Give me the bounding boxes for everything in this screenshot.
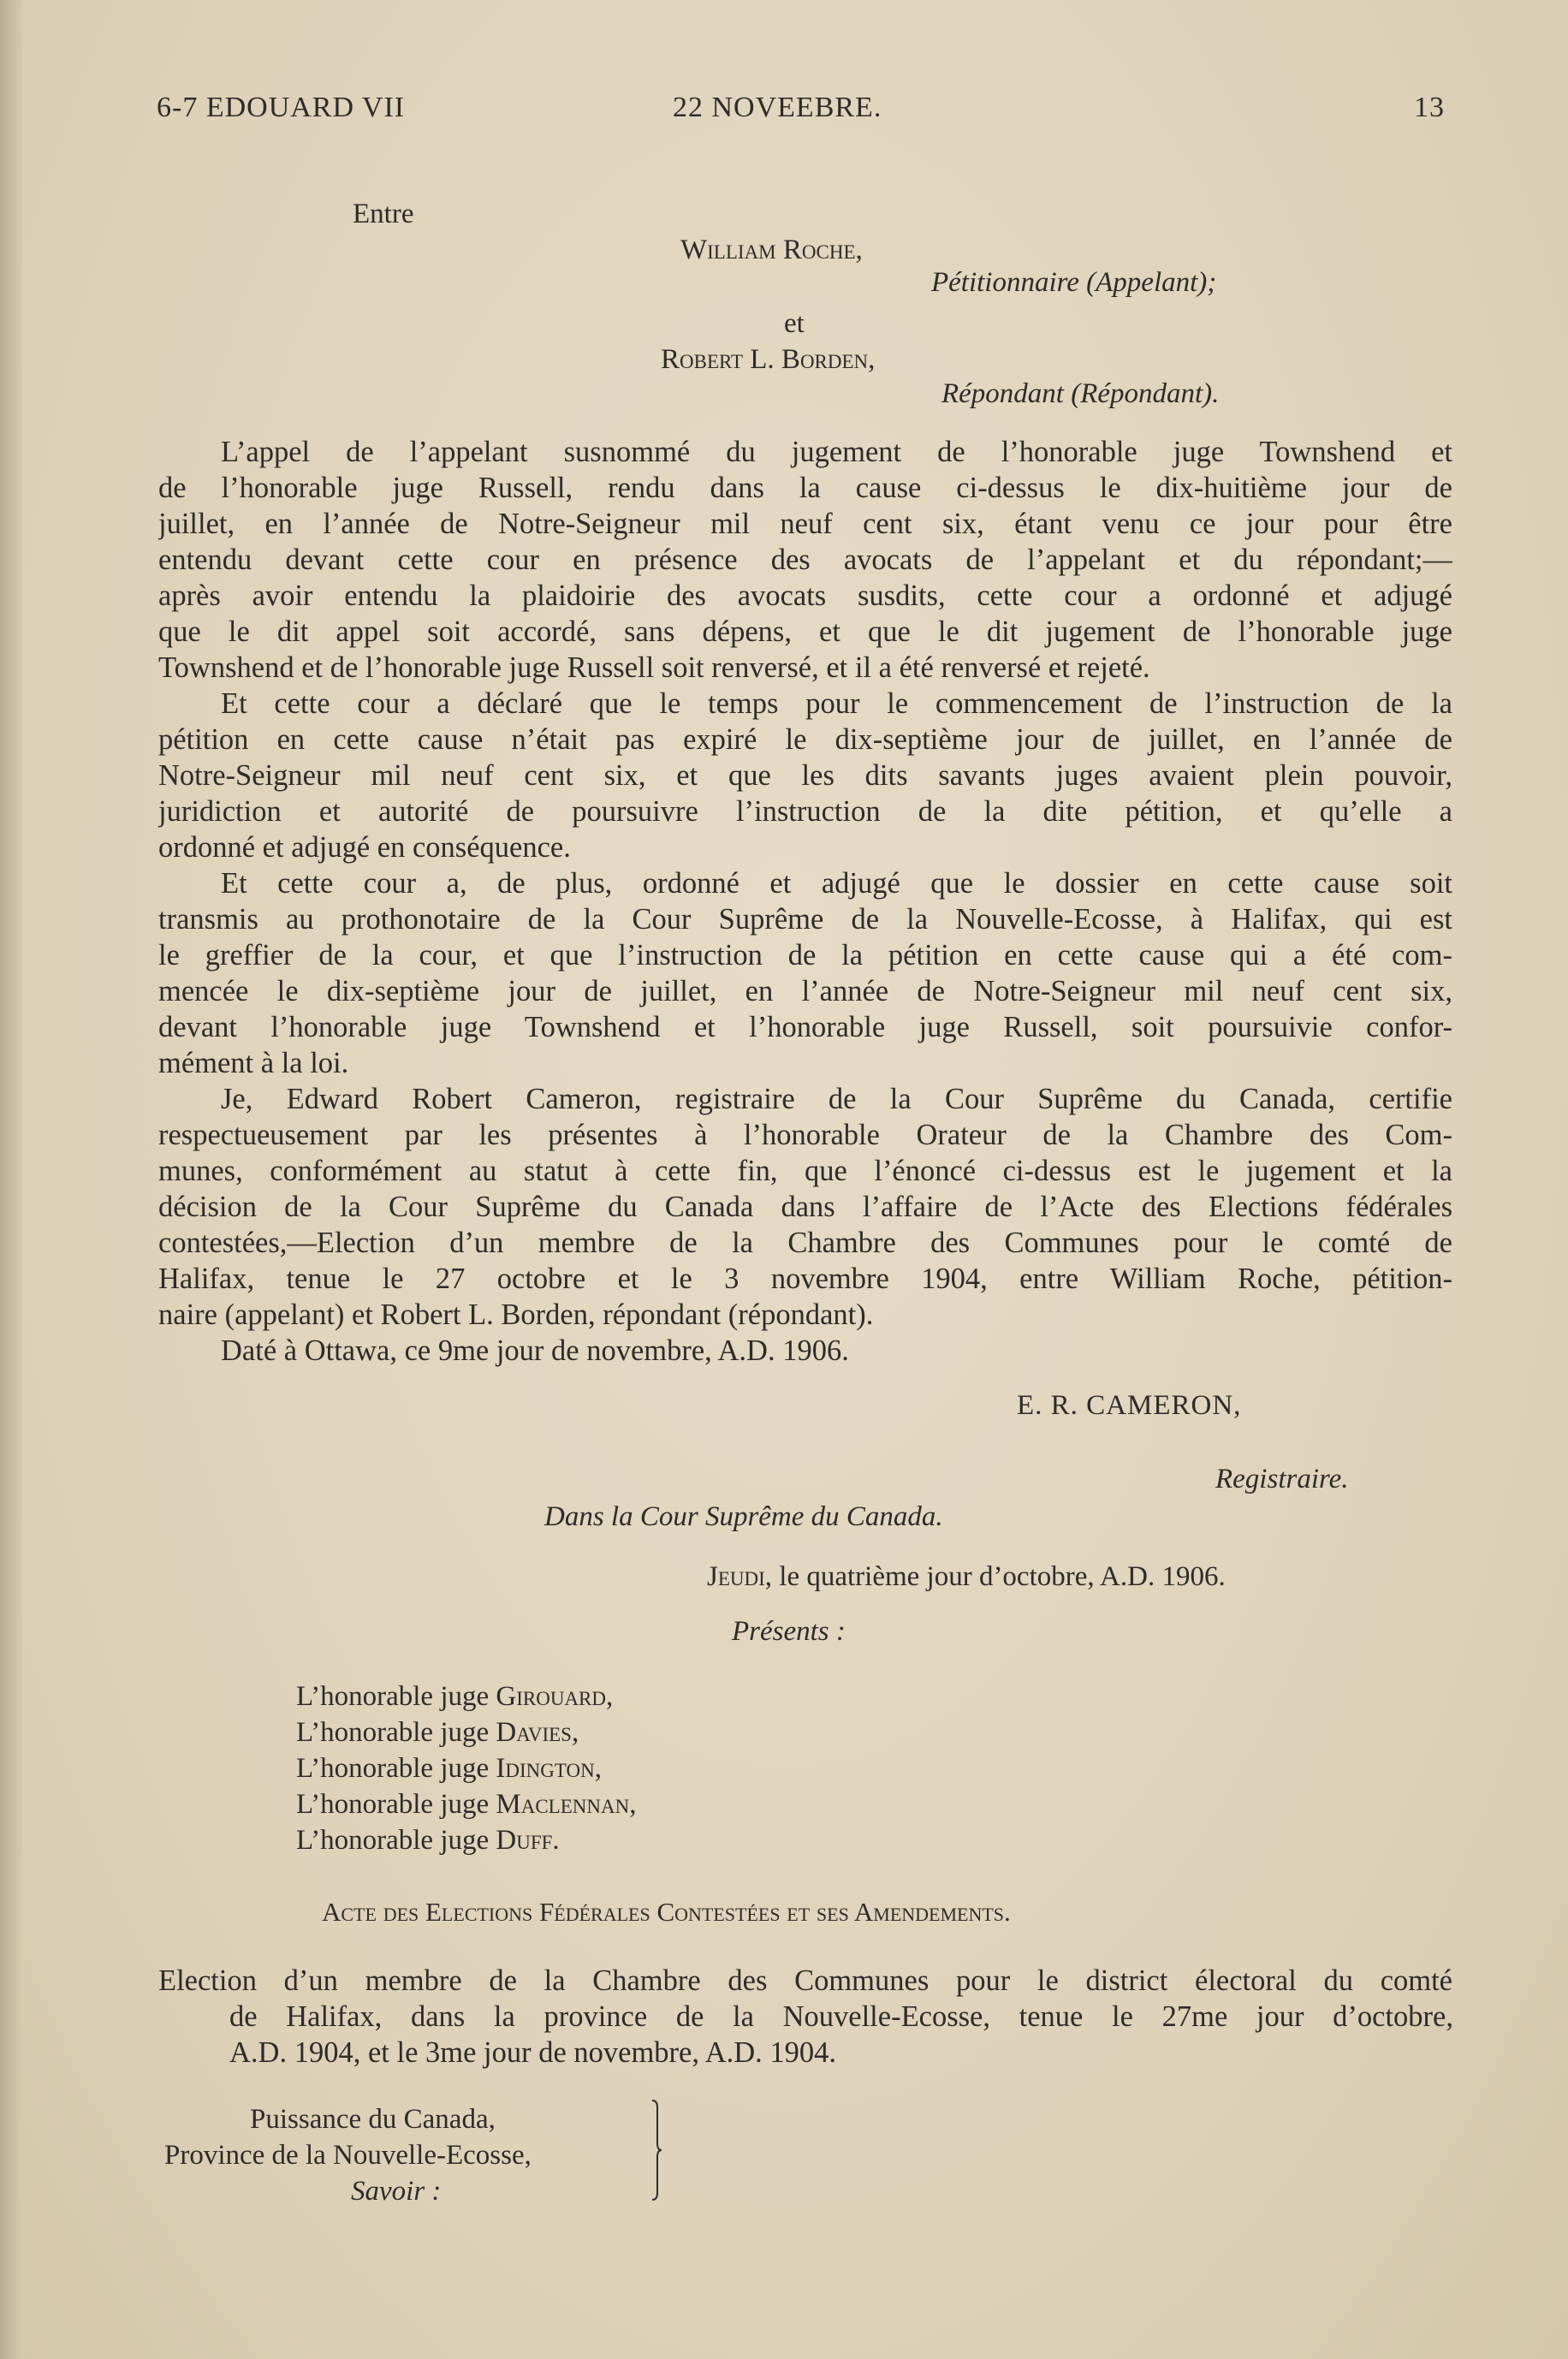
judge-line xyxy=(296,1823,560,1857)
jurisdiction-line-3: Savoir : xyxy=(351,2176,442,2207)
body-line: décision de la Cour Suprême du Canada dans l’affaire de l’Acte des Elections fédérales xyxy=(158,1191,1452,1223)
body-line: L’appel de l’appelant susnommé du jugement de l’honorable juge Townshend et xyxy=(221,436,1452,468)
judge-line xyxy=(296,1751,602,1786)
judge-prefix: L’honorable juge xyxy=(296,1717,496,1748)
presents-label: Présents : xyxy=(732,1616,846,1647)
body-line: respectueusement par les présentes à l’honorable Orateur de la Chambre des Com- xyxy=(158,1119,1452,1151)
body-line: Townshend et de l’honorable juge Russell soit renversé, et il a été renversé et rejeté. xyxy=(158,651,1150,684)
body-line: de l’honorable juge Russell, rendu dans la cause ci-dessus le dix-huitième jour de xyxy=(158,472,1452,504)
body-line: Je, Edward Robert Cameron, registraire de la Cour Suprême du Canada, certifie xyxy=(221,1083,1452,1115)
petitioner-role: Pétitionnaire (Appelant); xyxy=(931,267,1217,298)
judge-line xyxy=(296,1679,613,1714)
judge-name: Girouard, xyxy=(496,1681,614,1712)
body-line: que le dit appel soit accordé, sans dépens, et que le dit jugement de l’honorable juge xyxy=(158,615,1452,648)
body-line: mencée le dix-septième jour de juillet, en l’année de Notre-Seigneur mil neuf cent six, xyxy=(158,975,1452,1007)
entre-label: Entre xyxy=(353,199,414,229)
header-left: 6-7 EDOUARD VII xyxy=(157,92,406,123)
body-line: Halifax, tenue le 27 octobre et le 3 novembre 1904, entre William Roche, pétition- xyxy=(158,1263,1452,1295)
body-line: juridiction et autorité de poursuivre l’instruction de la dite pétition, et qu’elle a xyxy=(158,795,1452,828)
body-line: juillet, en l’année de Notre-Seigneur mil neuf cent six, étant venu ce jour pour être xyxy=(158,508,1452,540)
judge-name: Davies, xyxy=(496,1717,579,1748)
court-heading: Dans la Cour Suprême du Canada. xyxy=(544,1501,943,1532)
body-line: Daté à Ottawa, ce 9me jour de novembre, A.D. 1906. xyxy=(221,1334,849,1367)
body-line: transmis au prothonotaire de la Cour Suprême de la Nouvelle-Ecosse, à Halifax, qui est xyxy=(158,903,1452,936)
election-line: de Halifax, dans la province de la Nouvelle-Ecosse, tenue le 27me jour d’octobre, xyxy=(229,2000,1453,2033)
act-title: Acte des Elections Fédérales Contestées et ses Amendements. xyxy=(322,1897,1011,1927)
et-label: et xyxy=(784,308,805,339)
body-line: pétition en cette cause n’était pas expiré le dix-septième jour de juillet, en l’année de xyxy=(158,723,1452,756)
body-line: devant l’honorable juge Townshend et l’honorable juge Russell, soit poursuivie confor- xyxy=(158,1011,1452,1043)
election-line: A.D. 1904, et le 3me jour de novembre, A.D. 1904. xyxy=(229,2036,837,2069)
body-line: ordonné et adjugé en conséquence. xyxy=(158,831,571,864)
body-line: le greffier de la cour, et que l’instruction de la pétition en cette cause qui a été com- xyxy=(158,939,1452,972)
signature-name: E. R. CAMERON, xyxy=(1017,1390,1242,1421)
judge-line xyxy=(296,1787,636,1821)
jurisdiction-line-1: Puissance du Canada, xyxy=(250,2104,496,2135)
court-date-day: Jeudi xyxy=(707,1561,765,1592)
judge-line xyxy=(296,1715,579,1750)
judge-name: Duff. xyxy=(496,1825,560,1856)
signature-title: Registraire. xyxy=(1215,1464,1349,1494)
election-line: Election d’un membre de la Chambre des Communes pour le district électoral du comté xyxy=(158,1964,1452,1997)
judge-name: Maclennan, xyxy=(496,1789,637,1820)
body-line: entendu devant cette cour en présence des avocats de l’appelant et du répondant;— xyxy=(158,544,1452,576)
page-number: 13 xyxy=(1414,92,1445,123)
body-line: Et cette cour a, de plus, ordonné et adjugé que le dossier en cette cause soit xyxy=(221,867,1452,900)
body-line: Notre-Seigneur mil neuf cent six, et que les dits savants juges avaient plein pouvoir, xyxy=(158,759,1452,792)
respondent-name: Robert L. Borden, xyxy=(661,344,876,375)
body-line: mément à la loi. xyxy=(158,1047,349,1079)
petitioner-name: William Roche, xyxy=(680,235,863,265)
respondent-role: Répondant (Répondant). xyxy=(941,378,1220,409)
judge-prefix: L’honorable juge xyxy=(296,1753,496,1784)
body-line: après avoir entendu la plaidoirie des avocats susdits, cette cour a ordonné et adjugé xyxy=(158,579,1452,612)
court-date xyxy=(707,1560,1226,1594)
body-line: contestées,—Election d’un membre de la Chambre des Communes pour le comté de xyxy=(158,1227,1452,1259)
body-line: naire (appelant) et Robert L. Borden, répondant (répondant). xyxy=(158,1298,874,1331)
header-center: 22 NOVEEBRE. xyxy=(673,92,882,123)
body-line: munes, conformément au statut à cette fin, que l’énoncé ci-dessus est le jugement et la xyxy=(158,1155,1452,1187)
judge-prefix: L’honorable juge xyxy=(296,1681,496,1712)
body-line: Et cette cour a déclaré que le temps pour le commencement de l’instruction de la xyxy=(221,687,1452,720)
page-binding-edge xyxy=(0,0,22,2359)
judge-prefix: L’honorable juge xyxy=(296,1825,496,1856)
judge-name: Idington, xyxy=(496,1753,602,1784)
court-date-rest: , le quatrième jour d’octobre, A.D. 1906. xyxy=(764,1561,1226,1592)
judge-prefix: L’honorable juge xyxy=(296,1789,496,1820)
curly-brace xyxy=(650,2099,662,2202)
jurisdiction-line-2: Province de la Nouvelle-Ecosse, xyxy=(164,2140,532,2171)
